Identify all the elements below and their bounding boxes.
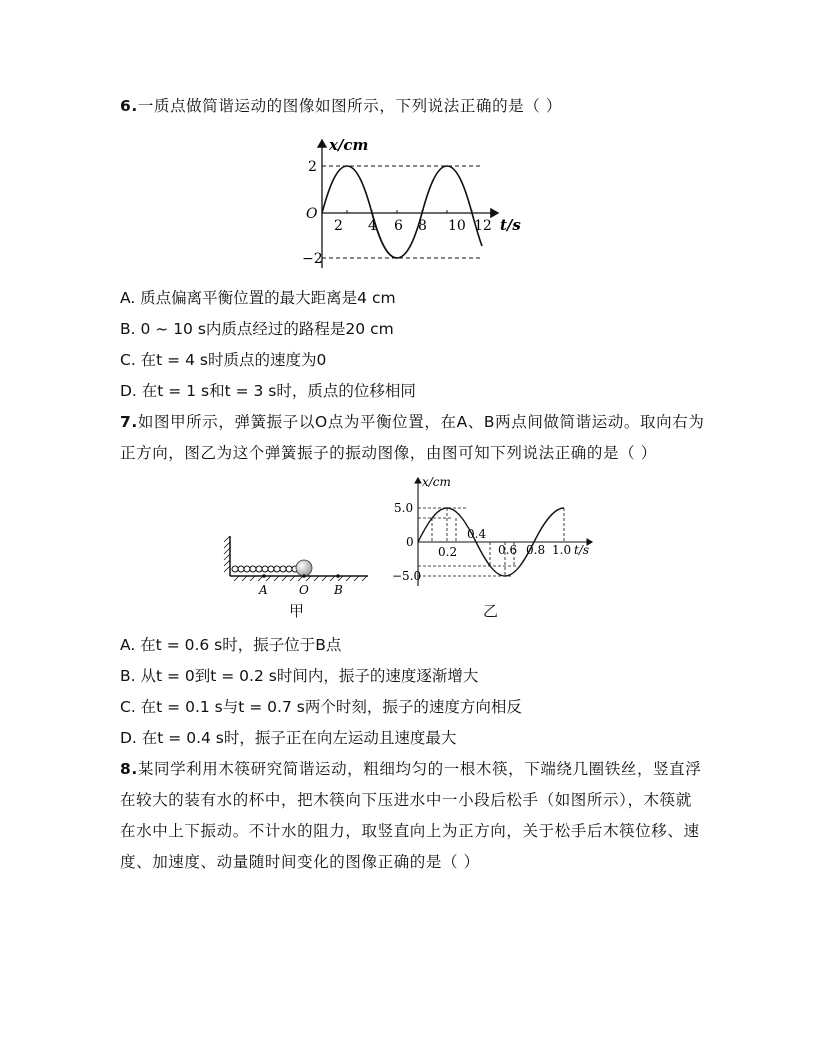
q8-stem-line1: [120, 759, 701, 779]
q6-xtick-10: 10: [448, 218, 466, 234]
q7-label-b: B: [334, 583, 343, 597]
q6-xtick-6: 6: [394, 218, 403, 234]
q6-xtick-4: 4: [368, 218, 377, 234]
q6-option-c: C. 在t = 4 s时质点的速度为0: [120, 351, 327, 369]
q7-label-a: A: [259, 583, 268, 597]
q7-caption-yi: 乙: [483, 602, 499, 620]
q6-option-a: A. 质点偏离平衡位置的最大距离是4 cm: [120, 289, 396, 307]
q6-origin-label: O: [306, 206, 318, 222]
q6-y-label: x/cm: [329, 136, 369, 154]
q7-number: 7.: [120, 413, 138, 431]
q7-ytick-neg5: −5.0: [392, 569, 422, 583]
q7-ytick-5: 5.0: [394, 501, 414, 515]
q6-option-d: D. 在t = 1 s和t = 3 s时，质点的位移相同: [120, 382, 416, 400]
q7-stem-line1: [120, 412, 704, 432]
q8-stem-line3: 在水中上下振动。不计水的阻力，取竖直向上为正方向，关于松手后木筷位移、速: [120, 822, 700, 840]
q7-option-c: C. 在t = 0.1 s与t = 0.7 s两个时刻，振子的速度方向相反: [120, 698, 522, 716]
q6-sine-graph: [298, 136, 530, 272]
q6-xtick-12: 12: [474, 218, 492, 234]
q8-stem-line4: 度、加速度、动量随时间变化的图像正确的是（ ）: [120, 853, 480, 871]
q7-xtick-0.4: 0.4: [467, 527, 487, 541]
q7-vibration-graph: [392, 474, 602, 590]
q6-ytick-2: 2: [308, 159, 317, 175]
q7-xtick-0.8: 0.8: [526, 543, 546, 557]
q6-stem: [120, 96, 562, 116]
q6-option-b: B. 0 ~ 10 s内质点经过的路程是20 cm: [120, 320, 394, 338]
q7-option-d: D. 在t = 0.4 s时，振子正在向左运动且速度最大: [120, 729, 457, 747]
q7-y-label: x/cm: [422, 475, 451, 489]
q6-xtick-8: 8: [418, 218, 427, 234]
q8-stem-line2: 在较大的装有水的杯中，把木筷向下压进水中一小段后松手（如图所示），木筷就: [120, 791, 692, 809]
q6-xtick-2: 2: [334, 218, 343, 234]
q6-number: 6.: [120, 97, 138, 115]
q6-sine-curve: [322, 166, 482, 258]
q7-xtick-0.6: 0.6: [498, 543, 518, 557]
q6-x-label: t/s: [500, 216, 521, 234]
q7-spring: [232, 566, 298, 572]
q7-spring-figure: [222, 532, 372, 598]
q8-text-line1: 某同学利用木筷研究简谐运动，粗细均匀的一根木筷，下端绕几圈铁丝，竖直浮: [137, 760, 702, 778]
q8-number: 8.: [120, 760, 138, 778]
q7-xtick-1.0: 1.0: [552, 543, 572, 557]
q7-stem-line2: 正方向，图乙为这个弹簧振子的振动图像，由图可知下列说法正确的是（ ）: [120, 444, 657, 462]
q7-label-o: O: [299, 583, 309, 597]
q7-option-b: B. 从t = 0到t = 0.2 s时间内，振子的速度逐渐增大: [120, 667, 479, 685]
q7-xtick-0.2: 0.2: [438, 545, 458, 559]
q7-caption-jia: 甲: [289, 602, 305, 620]
q6-ytick-neg2: −2: [302, 251, 323, 267]
q7-x-label: t/s: [574, 543, 590, 557]
q6-stem-text: 一质点做简谐运动的图像如图所示，下列说法正确的是（ ）: [137, 97, 563, 115]
q7-stem-text1: 如图甲所示，弹簧振子以O点为平衡位置，在A、B两点间做简谐运动。取向右为: [137, 413, 705, 431]
q7-ytick-0: 0: [406, 535, 414, 549]
q7-option-a: A. 在t = 0.6 s时，振子位于B点: [120, 636, 342, 654]
q7-ball: [296, 560, 312, 576]
